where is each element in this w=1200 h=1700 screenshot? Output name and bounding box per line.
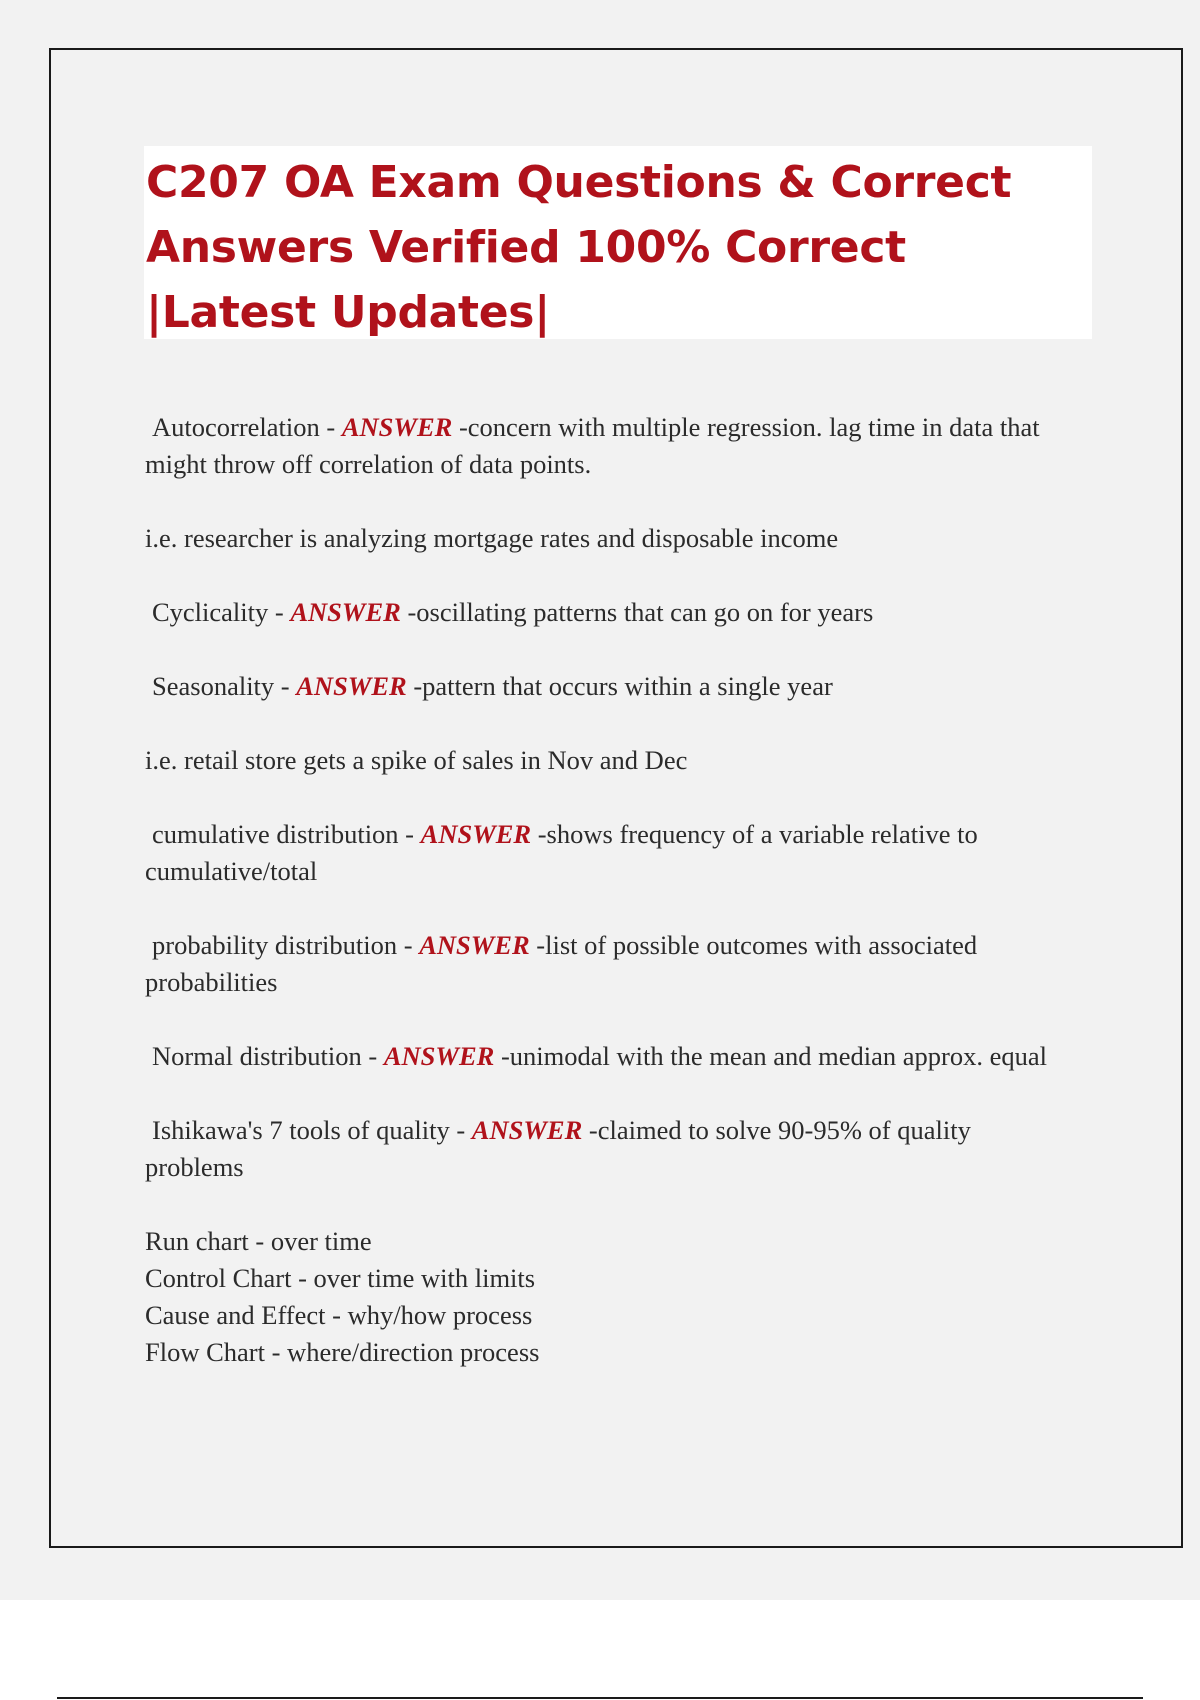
entry-seasonality: [145, 668, 1075, 705]
entry-term: Autocorrelation -: [152, 412, 342, 442]
entry-normal-distribution: [145, 1038, 1075, 1075]
answer-label: ANSWER: [290, 597, 401, 627]
entry-autocorrelation: [145, 409, 1075, 483]
entry-note-mortgage: [145, 520, 1075, 557]
tool-item: Run chart - over time: [145, 1226, 372, 1256]
entry-definition: -concern with multiple regression. lag time in data that might throw off correlation of data points.: [145, 412, 1040, 479]
entry-note: i.e. retail store gets a spike of sales in Nov and Dec: [145, 745, 688, 775]
tool-item: Flow Chart - where/direction process: [145, 1337, 540, 1367]
entry-term: Cyclicality -: [152, 597, 291, 627]
entry-term: Seasonality -: [152, 671, 297, 701]
entry-term: Normal distribution -: [152, 1041, 384, 1071]
entry-term: Ishikawa's 7 tools of quality -: [152, 1115, 472, 1145]
answer-label: ANSWER: [420, 819, 532, 849]
answer-label: ANSWER: [471, 1115, 583, 1145]
entry-cyclicality: [145, 594, 1075, 631]
entry-probability-distribution: [145, 927, 1075, 1001]
entry-definition: -pattern that occurs within a single year: [406, 671, 833, 701]
entry-definition: -unimodal with the mean and median approx. equal: [494, 1041, 1047, 1071]
entry-definition: -claimed to solve 90-95% of quality problems: [145, 1115, 971, 1182]
entry-definition: -shows frequency of a variable relative to cumulative/total: [145, 819, 978, 886]
entry-definition: -list of possible outcomes with associated probabilities: [145, 930, 978, 997]
entry-definition: -oscillating patterns that can go on for years: [400, 597, 874, 627]
entry-note: i.e. researcher is analyzing mortgage rates and disposable income: [145, 523, 839, 553]
entry-ishikawa-tools: [145, 1112, 1075, 1186]
answer-label: ANSWER: [341, 412, 453, 442]
tool-item: Cause and Effect - why/how process: [145, 1300, 533, 1330]
document-title: C207 OA Exam Questions & Correct Answers Verified 100% Correct |Latest Updates|: [146, 157, 1012, 338]
entry-term: probability distribution -: [152, 930, 420, 960]
page-divider: [57, 1697, 1143, 1699]
answer-label: ANSWER: [296, 671, 407, 701]
answer-label: ANSWER: [419, 930, 530, 960]
answer-label: ANSWER: [383, 1041, 495, 1071]
quality-tools-list: [145, 1223, 1075, 1371]
entry-term: cumulative distribution -: [152, 819, 421, 849]
entry-cumulative-distribution: [145, 816, 1075, 890]
tool-item: Control Chart - over time with limits: [145, 1263, 536, 1293]
entry-note-retail: [145, 742, 1075, 779]
document-body: [145, 409, 1075, 1371]
